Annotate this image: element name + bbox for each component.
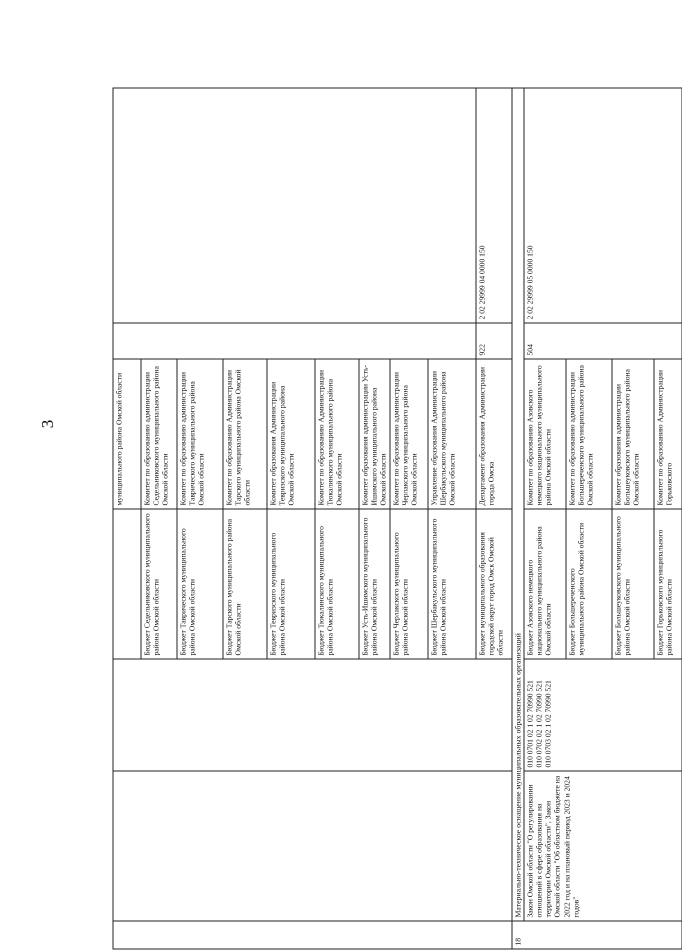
kbk-code: 010 0701 02 1 02 70990 521 xyxy=(525,663,534,768)
budget-cell: Бюджет Тюкалинского муниципального района Омской области xyxy=(315,509,359,659)
admin-code-cell: 504 xyxy=(524,323,682,359)
budget-cell: Бюджет Горьковского муниципального района Омской области xyxy=(654,509,682,659)
recipient-cell: Комитет по образованию администрации Седельниковского муниципального района Омской области xyxy=(141,359,177,509)
rotated-table-sheet xyxy=(113,89,603,950)
recipient-cell: Комитет образования администрации Большеуковского муниципального района Омской области xyxy=(612,359,654,509)
admin-code-cell-empty xyxy=(113,323,476,359)
recipient-cell: Управление образования Администрации Шербакульского муниципального района Омской области xyxy=(428,359,476,509)
income-code-cell: 2 02 29999 05 0000 150 xyxy=(524,88,682,323)
budget-cell: Бюджет Большереченского муниципального района Омской области xyxy=(566,509,612,659)
budget-cell: Бюджет Тевризского муниципального района Омской области xyxy=(267,509,315,659)
recipient-cell: Департамент образования Администрации города Омска xyxy=(476,359,512,509)
recipient-cell: Комитет по образованию Азовского немецкого национального муниципального района Омской области xyxy=(524,359,566,509)
kbk-codes-cell xyxy=(524,659,682,771)
page-number: 3 xyxy=(38,414,58,434)
income-code-cell-empty xyxy=(113,88,476,323)
budget-cell: Бюджет Азовского немецкого национального муниципального района Омской области xyxy=(524,509,566,659)
recipient-cell: Комитет по образованию администрации Таврического муниципального района Омской области xyxy=(177,359,223,509)
recipient-cell: Комитет образования администрации Усть-Ишимского муниципального района Омской области xyxy=(359,359,390,509)
budget-cell: Бюджет Черлакского муниципального района Омской области xyxy=(390,509,428,659)
budget-cell: Бюджет Тарского муниципального района Омской области xyxy=(223,509,267,659)
income-code-cell: 2 02 29999 04 0000 150 xyxy=(476,88,512,323)
section-title: Материально-техническое оснащение муниципальных образовательных организаций xyxy=(512,88,524,921)
admin-code-cell: 922 xyxy=(476,323,512,359)
budget-cell xyxy=(113,509,141,659)
budget-cell: Бюджет Седельниковского муниципального района Омской области xyxy=(141,509,177,659)
kbk-code: 010 0703 02 1 02 70990 521 xyxy=(544,663,553,768)
budget-cell: Бюджет Шербакульского муниципального района Омской области xyxy=(428,509,476,659)
recipient-cell: Комитет образования Администрации Тевризского муниципального района Омской области xyxy=(267,359,315,509)
budget-cell: Бюджет Большеуковского муниципального района Омской области xyxy=(612,509,654,659)
kbk-cell-empty xyxy=(113,659,512,771)
recipient-cell: Комитет по образованию Администрации Горьковского xyxy=(654,359,682,509)
kbk-code: 010 0702 02 1 02 70990 521 xyxy=(535,663,544,768)
budget-distribution-table xyxy=(113,88,682,950)
legal-basis-cell: Закон Омской области "О регулировании отношений в сфере образования на территории Омской области", Закон Омской области "Об областном бюджете на 2022 год и на плановый период 2023 и 2024 годов" xyxy=(524,771,682,921)
recipient-cell: Комитет по образованию администрации Большереченского муниципального района Омской области xyxy=(566,359,612,509)
basis-cell-empty xyxy=(113,771,512,921)
budget-cell: Бюджет Таврического муниципального района Омской области xyxy=(177,509,223,659)
recipient-cell: Комитет по образованию Администрации Тюкалинского муниципального района Омской области xyxy=(315,359,359,509)
recipient-cell: муниципального района Омской области xyxy=(113,359,141,509)
budget-cell: Бюджет муниципального образования городской округ город Омск Омской области xyxy=(476,509,512,659)
section-number: 18 xyxy=(512,921,682,949)
recipient-cell: Комитет по образованию администрации Черлакского муниципального района Омской области xyxy=(390,359,428,509)
row-number-cell-empty xyxy=(113,921,512,949)
budget-cell: Бюджет Усть-Ишимского муниципального района Омской области xyxy=(359,509,390,659)
recipient-cell: Комитет по образованию Администрации Тарского муниципального района Омской области xyxy=(223,359,267,509)
